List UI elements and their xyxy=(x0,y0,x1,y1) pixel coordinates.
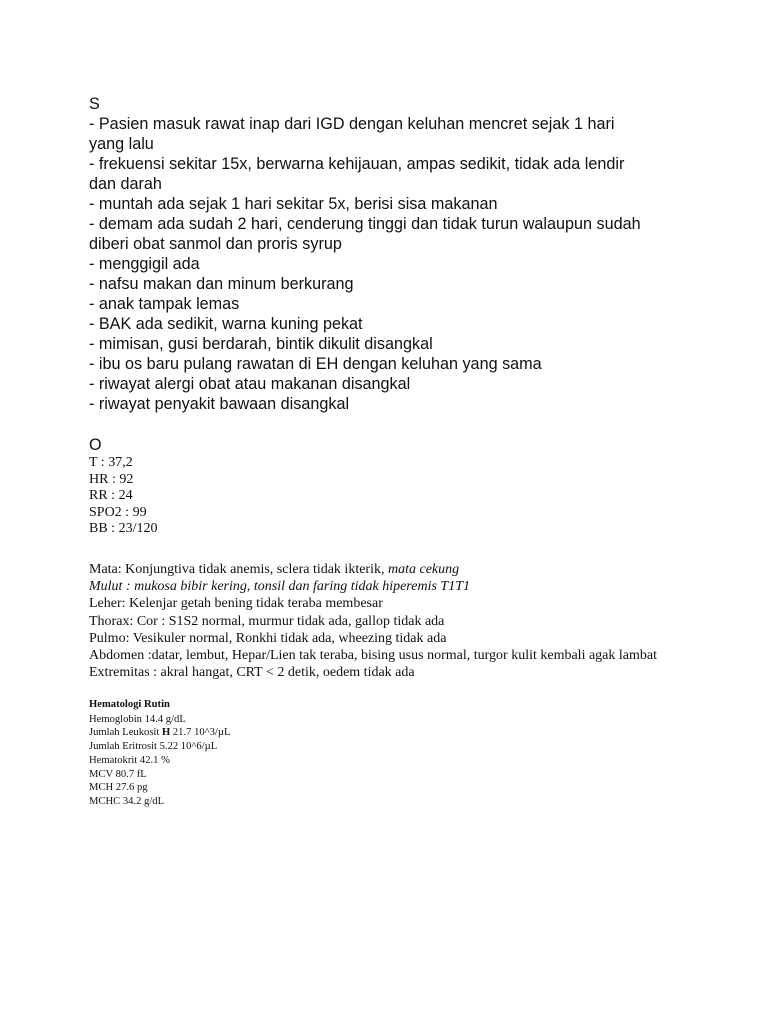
subjective-line: - demam ada sudah 2 hari, cenderung tinggi dan tidak turun walaupun sudah xyxy=(89,215,641,233)
lab-hemoglobin: Hemoglobin 14.4 g/dL xyxy=(89,713,186,725)
vital-heart-rate: HR : 92 xyxy=(89,471,134,487)
vital-signs xyxy=(89,455,157,538)
subjective-line: - ibu os baru pulang rawatan di EH dengan keluhan yang sama xyxy=(89,355,542,373)
subjective-line: - frekuensi sekitar 15x, berwarna kehijauan, ampas sedikit, tidak ada lendir xyxy=(89,155,625,173)
exam-thorax: Thorax: Cor : S1S2 normal, murmur tidak ada, gallop tidak ada xyxy=(89,613,445,629)
exam-pulmo: Pulmo: Vesikuler normal, Ronkhi tidak ada, wheezing tidak ada xyxy=(89,630,447,646)
lab-eritrosit: Jumlah Eritrosit 5.22 10^6/µL xyxy=(89,741,218,753)
physical-exam xyxy=(89,561,657,681)
vital-temperature: T : 37,2 xyxy=(89,455,133,470)
vital-spo2: SPO2 : 99 xyxy=(89,504,147,520)
subjective-line: - riwayat alergi obat atau makanan disangkal xyxy=(89,375,411,393)
exam-leher: Leher: Kelenjar getah bening tidak teraba membesar xyxy=(89,596,383,612)
lab-leukosit-value: 21.7 10^3/µL xyxy=(170,727,231,739)
subjective-line: - muntah ada sejak 1 hari sekitar 5x, berisi sisa makanan xyxy=(89,195,498,213)
subjective-line: yang lalu xyxy=(89,135,154,153)
lab-title: Hematologi Rutin xyxy=(89,699,170,710)
objective-heading: O xyxy=(89,436,102,454)
lab-mch: MCH 27.6 pg xyxy=(89,782,148,794)
subjective-line: - menggigil ada xyxy=(89,255,200,273)
subjective-line: - nafsu makan dan minum berkurang xyxy=(89,275,354,293)
exam-abdomen: Abdomen :datar, lembut, Hepar/Lien tak teraba, bising usus normal, turgor kulit kembali agak lambat xyxy=(89,648,657,664)
lab-leukosit-flag: H xyxy=(161,727,171,739)
exam-mata-text: Mata: Konjungtiva tidak anemis, sclera tidak ikterik, xyxy=(89,562,388,577)
exam-mulut: Mulut : mukosa bibir kering, tonsil dan faring tidak hiperemis T1T1 xyxy=(89,579,470,595)
exam-mata xyxy=(89,561,657,578)
subjective-section xyxy=(89,94,689,414)
subjective-line: - anak tampak lemas xyxy=(89,295,240,313)
vital-body-weight: BB : 23/120 xyxy=(89,521,158,537)
subjective-heading: S xyxy=(89,95,100,113)
lab-leukosit-label: Jumlah Leukosit xyxy=(89,727,162,739)
lab-mcv: MCV 80.7 fL xyxy=(89,768,147,780)
subjective-line: diberi obat sanmol dan proris syrup xyxy=(89,235,342,253)
lab-leukosit xyxy=(89,726,230,740)
subjective-line: - riwayat penyakit bawaan disangkal xyxy=(89,395,350,413)
lab-hematokrit: Hematokrit 42.1 % xyxy=(89,754,170,766)
lab-mchc: MCHC 34.2 g/dL xyxy=(89,795,165,807)
lab-results xyxy=(89,698,230,809)
exam-extremitas: Extremitas : akral hangat, CRT < 2 detik, oedem tidak ada xyxy=(89,665,415,681)
subjective-line: - Pasien masuk rawat inap dari IGD dengan keluhan mencret sejak 1 hari xyxy=(89,115,615,133)
exam-mata-italic: mata cekung xyxy=(387,562,460,577)
subjective-line: - mimisan, gusi berdarah, bintik dikulit disangkal xyxy=(89,335,433,353)
vital-respiratory-rate: RR : 24 xyxy=(89,488,133,504)
subjective-line: - BAK ada sedikit, warna kuning pekat xyxy=(89,315,363,333)
subjective-line: dan darah xyxy=(89,175,162,193)
